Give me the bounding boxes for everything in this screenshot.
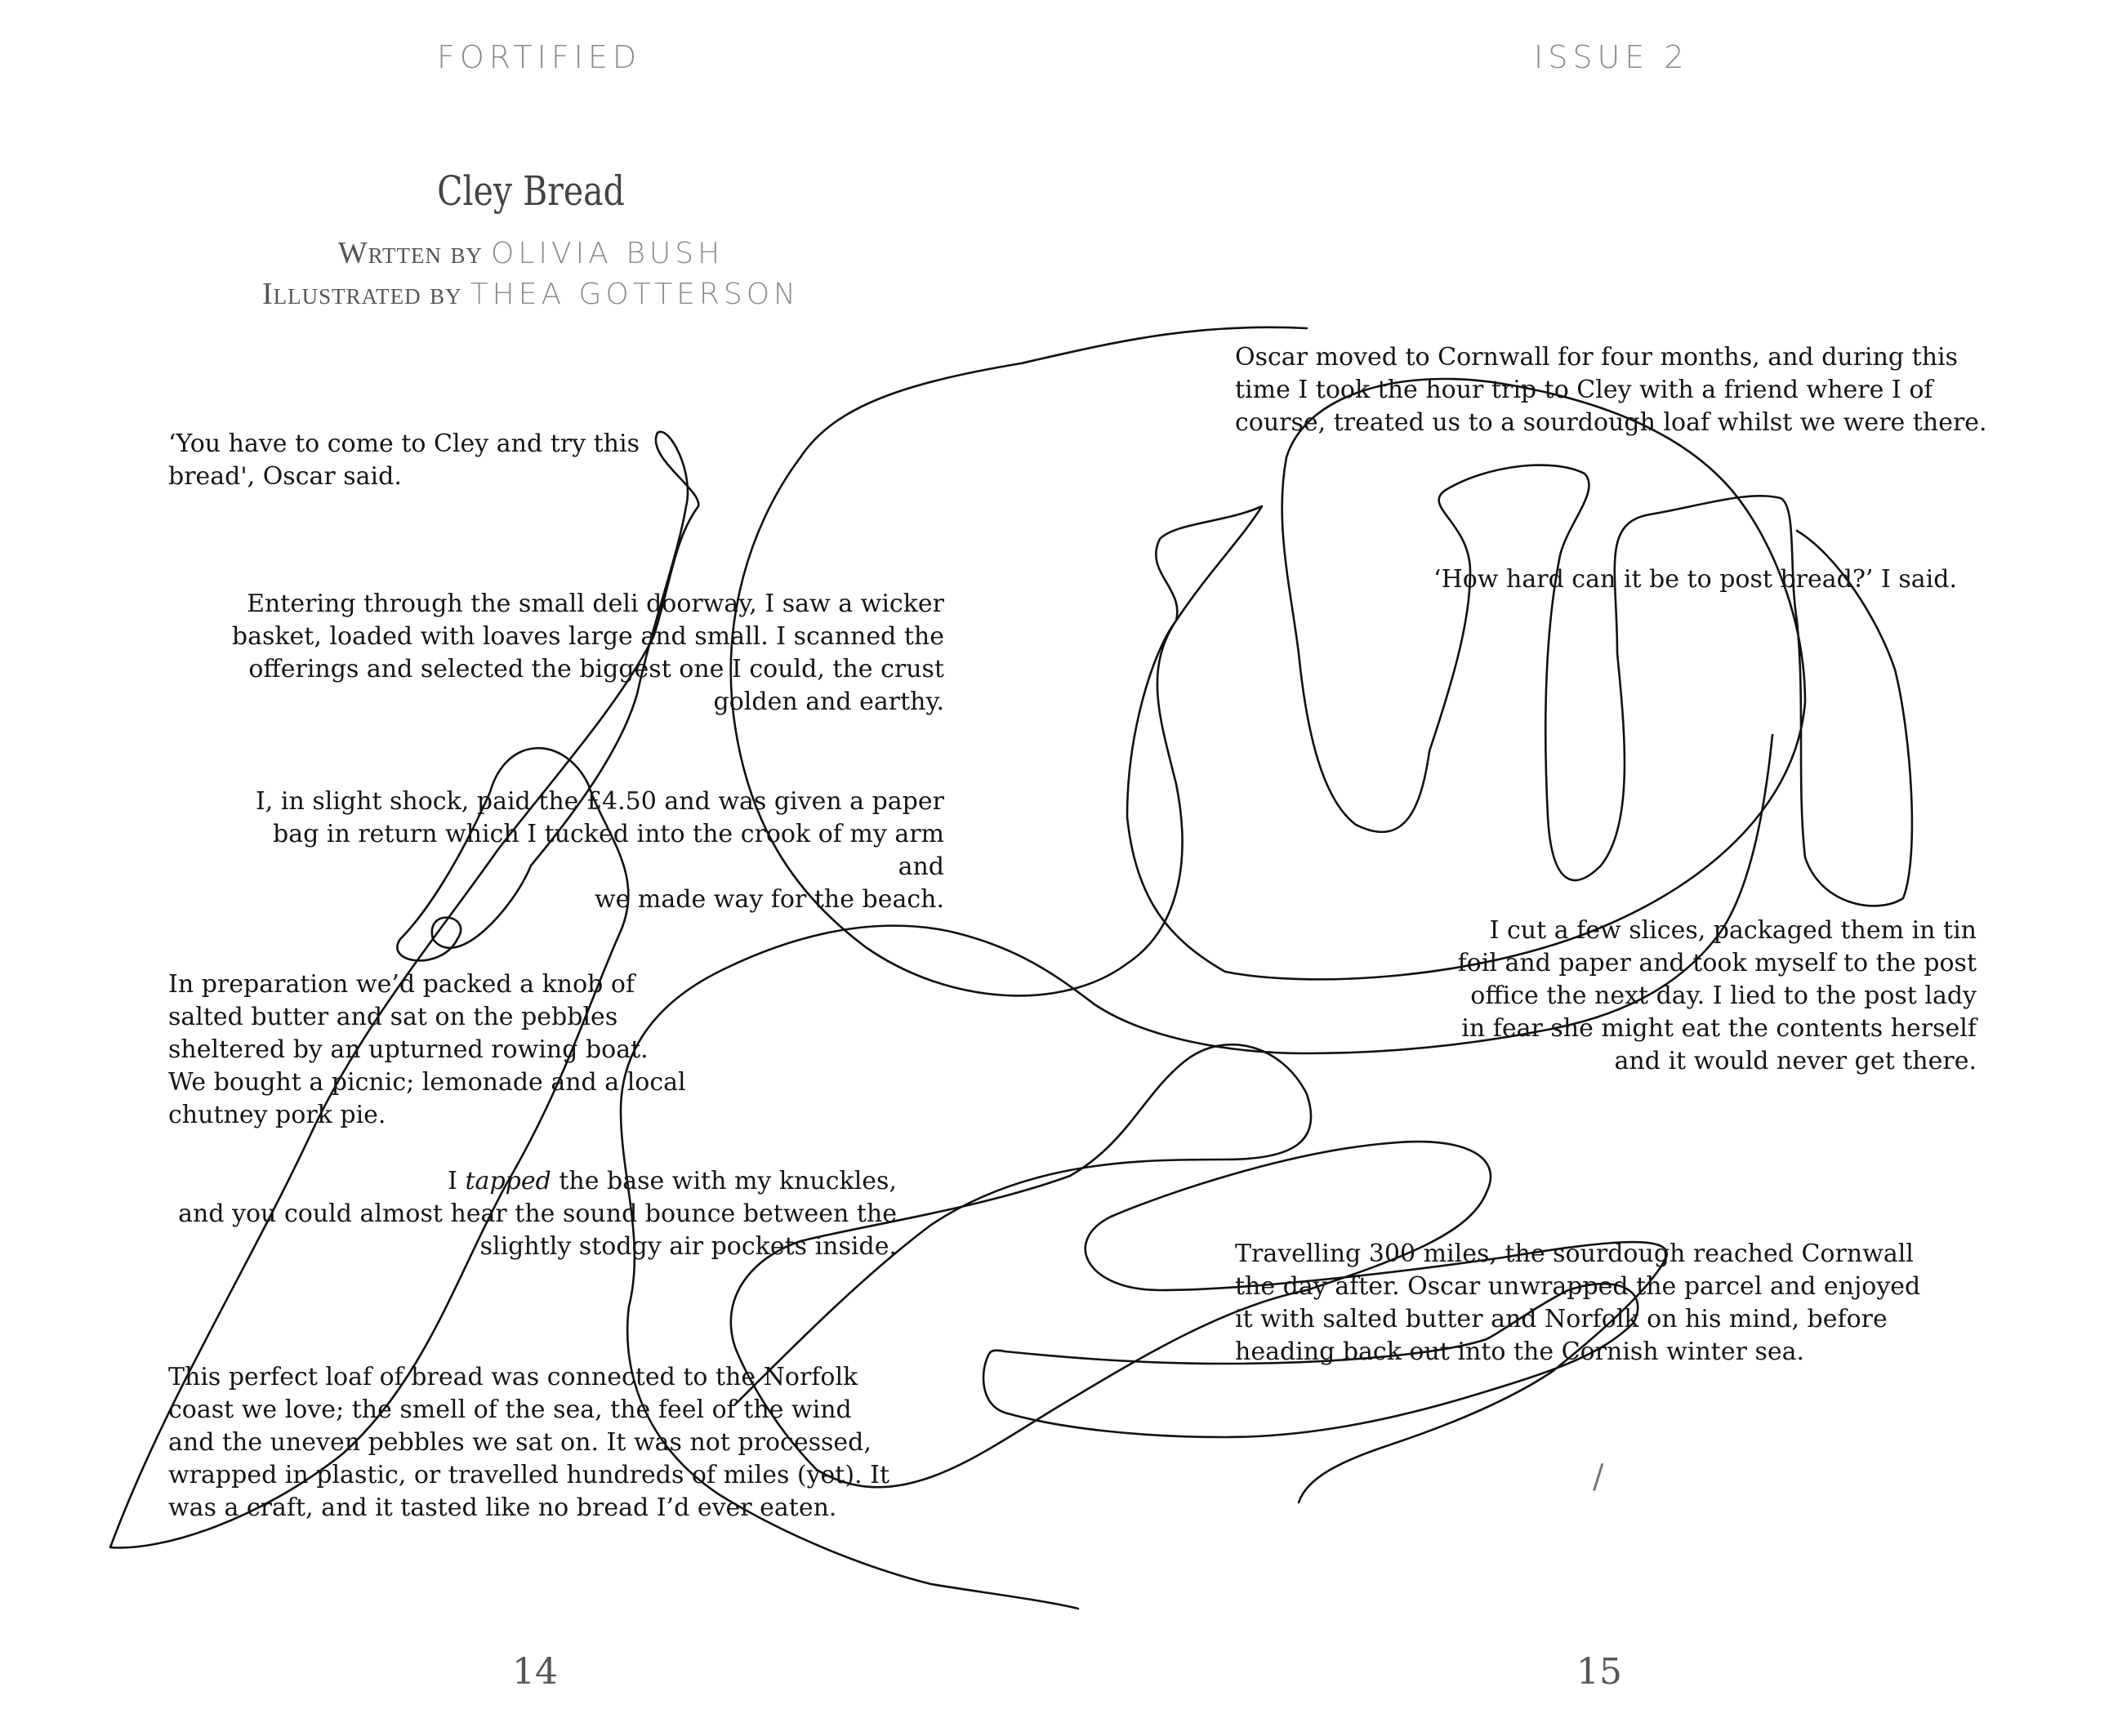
right-paragraph-4: Travelling 300 miles, the sourdough reached Cornwall the day after. Oscar unwrapped the parcel and enjoyed it with salted butter and Norfolk on his mind, before heading back out into the Cornish winter sea. <box>1235 1240 1921 1366</box>
page-number-left: 14 <box>512 1651 558 1693</box>
page-number-right: 15 <box>1576 1651 1622 1693</box>
running-head-issue: ISSUE 2 <box>1534 39 1689 75</box>
byline-illustrator <box>0 276 1062 312</box>
written-by-label: Wrtten by <box>337 236 484 270</box>
section-mark: / <box>1593 1458 1604 1496</box>
left-paragraph-5 <box>163 1165 897 1263</box>
article-title: Cley Bread <box>437 167 625 215</box>
p5-rest: the base with my knuckles, and you could almost hear the sound bounce between the slightly stodgy air pockets inside. <box>178 1167 897 1261</box>
left-paragraph-4: In preparation we’d packed a knob of salted butter and sat on the pebbles sheltered by an upturned rowing boat. We bought a picnic; lemonade and a local chutney pork pie. <box>168 970 686 1129</box>
illustrated-by-label: Illustrated by <box>262 277 462 311</box>
running-head-magazine: FORTIFIED <box>437 39 642 75</box>
right-paragraph-2: ‘How hard can it be to post bread?’ I said. <box>1433 565 1957 594</box>
p5-lead: I <box>448 1167 466 1195</box>
illustrator-name: THEA GOTTERSON <box>470 278 800 311</box>
left-paragraph-1: ‘You have to come to Cley and try this bread', Oscar said. <box>168 430 640 491</box>
left-paragraph-6: This perfect loaf of bread was connected to the Norfolk coast we love; the smell of the sea, the feel of the wind and the uneven pebbles we sat on. It was not processed, wrapped in plastic, or travelled hundreds of miles (yet). It was a craft, and it tasted like no bread I’d ever eaten. <box>168 1363 890 1522</box>
right-paragraph-3: I cut a few slices, packaged them in tin foil and paper and took myself to the post office the next day. I lied to the post lady in fear she might eat the contents herself and it would never get there. <box>1457 916 1977 1075</box>
p5-italic: tapped <box>465 1167 551 1195</box>
author-name: OLIVIA BUSH <box>491 237 724 270</box>
right-paragraph-1: Oscar moved to Cornwall for four months, and during this time I took the hour trip to Cley with a friend where I of course, treated us to a sourdough loaf whilst we were there. <box>1235 343 1987 437</box>
left-paragraph-3: I, in slight shock, paid the £4.50 and was given a paper bag in return which I tucked into the crook of my arm and we made way for the beach. <box>255 787 944 914</box>
left-paragraph-2: Entering through the small deli doorway, I saw a wicker basket, loaded with loaves large and small. I scanned the offerings and selected the biggest one I could, the crust golden and earthy. <box>231 590 944 716</box>
byline-author <box>0 235 1062 271</box>
